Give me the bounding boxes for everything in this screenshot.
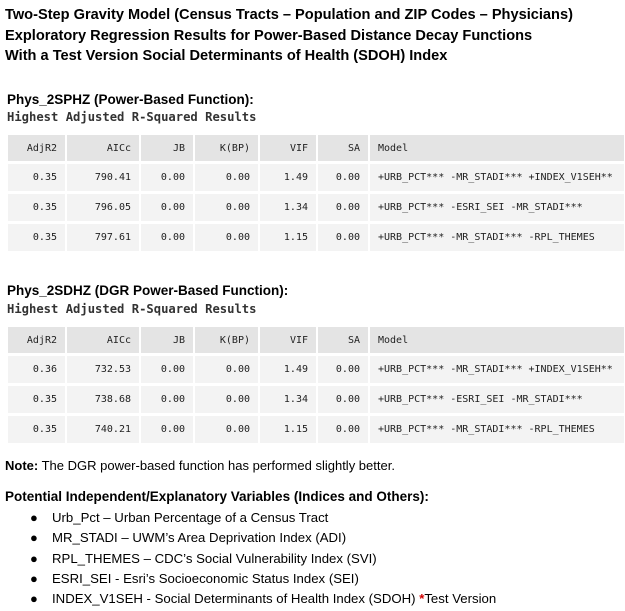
col-header-model: Model	[378, 142, 409, 154]
col-header-model: Model	[378, 334, 409, 346]
list-item	[0, 528, 496, 548]
list-item	[0, 508, 496, 528]
cell-model: +URB_PCT*** -MR_STADI*** +INDEX_V1SEH**	[378, 364, 613, 375]
title-line-1: Two-Step Gravity Model (Census Tracts – Population and ZIP Codes – Physicians)	[5, 7, 573, 23]
table-header-row	[8, 327, 624, 353]
table-row	[8, 194, 624, 221]
cell-aicc: 796.05	[67, 194, 141, 221]
cell-kbp: 0.00	[195, 224, 260, 251]
section1-results-table	[8, 132, 624, 254]
section2-results-table	[8, 324, 624, 446]
cell-adjr2: 0.35	[8, 416, 67, 443]
section2-subtitle: Highest Adjusted R-Squared Results	[7, 302, 257, 316]
cell-adjr2: 0.35	[8, 224, 67, 251]
table-row	[8, 164, 624, 191]
col-header-aicc: AICc	[67, 327, 141, 353]
section2-title: Phys_2SDHZ (DGR Power-Based Function):	[7, 283, 289, 298]
bullet-icon: ●	[30, 570, 38, 586]
cell-model: +URB_PCT*** -MR_STADI*** +INDEX_V1SEH**	[378, 172, 613, 183]
cell-vif: 1.15	[260, 416, 318, 443]
bullet-icon: ●	[30, 591, 38, 607]
cell-sa: 0.00	[318, 224, 370, 251]
document-title	[5, 5, 573, 67]
cell-jb: 0.00	[141, 416, 195, 443]
col-header-kbp: K(BP)	[195, 327, 260, 353]
cell-adjr2: 0.35	[8, 194, 67, 221]
cell-aicc: 740.21	[67, 416, 141, 443]
cell-kbp: 0.00	[195, 356, 260, 383]
cell-kbp: 0.00	[195, 416, 260, 443]
cell-model: +URB_PCT*** -ESRI_SEI -MR_STADI***	[378, 202, 583, 213]
bullet-icon: ●	[30, 510, 38, 525]
title-line-2: Exploratory Regression Results for Power-Based Distance Decay Functions	[5, 27, 533, 44]
bullet-icon: ●	[30, 550, 38, 566]
section1-subtitle: Highest Adjusted R-Squared Results	[7, 110, 257, 124]
variable-text: RPL_THEMES – CDC’s Social Vulnerability Index (SVI)	[52, 550, 377, 566]
cell-aicc: 790.41	[67, 164, 141, 191]
cell-sa: 0.00	[318, 416, 370, 443]
cell-jb: 0.00	[141, 224, 195, 251]
cell-model: +URB_PCT*** -MR_STADI*** -RPL_THEMES	[378, 424, 595, 435]
cell-aicc: 797.61	[67, 224, 141, 251]
note-label: Note:	[5, 458, 39, 473]
col-header-jb: JB	[141, 135, 195, 161]
cell-kbp: 0.00	[195, 386, 260, 413]
bullet-icon: ●	[30, 530, 38, 546]
list-item	[0, 549, 496, 569]
col-header-aicc: AICc	[67, 135, 141, 161]
table-row	[8, 416, 624, 443]
note	[5, 458, 395, 473]
cell-kbp: 0.00	[195, 194, 260, 221]
section1-title: Phys_2SPHZ (Power-Based Function):	[7, 92, 254, 107]
col-header-jb: JB	[141, 327, 195, 353]
test-version-star: *	[419, 591, 425, 607]
cell-kbp: 0.00	[195, 164, 260, 191]
test-version-label: Test Version	[424, 591, 497, 607]
cell-aicc: 732.53	[67, 356, 141, 383]
cell-vif: 1.49	[260, 164, 318, 191]
variables-list	[0, 508, 496, 609]
cell-jb: 0.00	[141, 194, 195, 221]
cell-adjr2: 0.35	[8, 164, 67, 191]
table-row	[8, 356, 624, 383]
col-header-kbp: K(BP)	[195, 135, 260, 161]
cell-sa: 0.00	[318, 194, 370, 221]
note-text: The DGR power-based function has performed slightly better.	[38, 458, 395, 473]
list-item	[0, 569, 496, 589]
cell-adjr2: 0.35	[8, 386, 67, 413]
cell-adjr2: 0.36	[8, 356, 67, 383]
cell-jb: 0.00	[141, 386, 195, 413]
cell-vif: 1.15	[260, 224, 318, 251]
variables-title: Potential Independent/Explanatory Variables (Indices and Others):	[5, 489, 429, 504]
title-line-3: With a Test Version Social Determinants of Health (SDOH) Index	[5, 48, 448, 64]
cell-vif: 1.49	[260, 356, 318, 383]
col-header-adjr2: AdjR2	[8, 135, 67, 161]
cell-sa: 0.00	[318, 386, 370, 413]
variable-text: INDEX_V1SEH - Social Determinants of Health Index (SDOH)	[52, 591, 420, 607]
cell-sa: 0.00	[318, 356, 370, 383]
variable-text: ESRI_SEI - Esri’s Socioeconomic Status Index (SEI)	[52, 570, 359, 586]
table-header-row	[8, 135, 624, 161]
col-header-vif: VIF	[260, 327, 318, 353]
col-header-vif: VIF	[260, 135, 318, 161]
cell-vif: 1.34	[260, 194, 318, 221]
col-header-sa: SA	[318, 327, 370, 353]
cell-model: +URB_PCT*** -MR_STADI*** -RPL_THEMES	[378, 232, 595, 243]
variable-text: Urb_Pct – Urban Percentage of a Census Tract	[52, 510, 329, 525]
table-row	[8, 224, 624, 251]
cell-jb: 0.00	[141, 164, 195, 191]
table-row	[8, 386, 624, 413]
list-item	[0, 589, 496, 609]
col-header-sa: SA	[318, 135, 370, 161]
cell-aicc: 738.68	[67, 386, 141, 413]
col-header-adjr2: AdjR2	[8, 327, 67, 353]
variable-text: MR_STADI – UWM’s Area Deprivation Index (ADI)	[52, 530, 347, 546]
cell-vif: 1.34	[260, 386, 318, 413]
cell-jb: 0.00	[141, 356, 195, 383]
cell-sa: 0.00	[318, 164, 370, 191]
cell-model: +URB_PCT*** -ESRI_SEI -MR_STADI***	[378, 394, 583, 405]
